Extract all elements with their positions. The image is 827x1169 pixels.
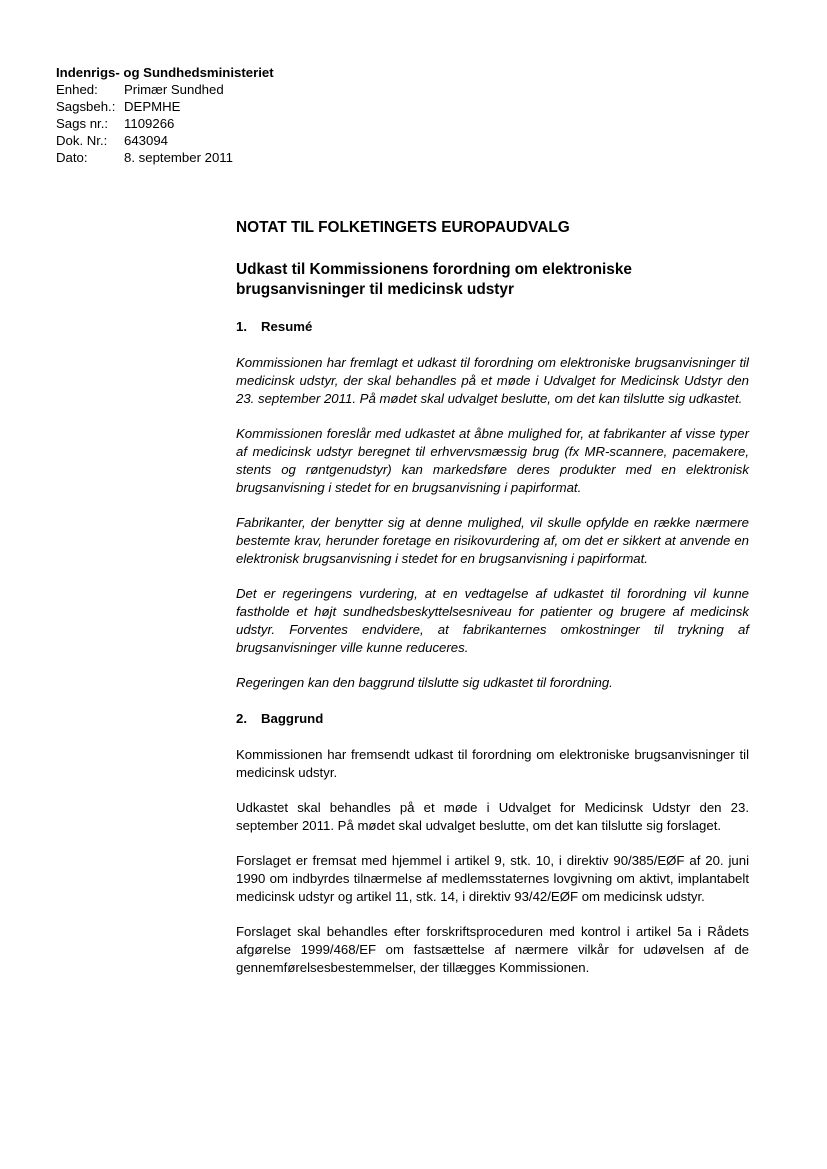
meta-value: DEPMHE xyxy=(124,99,181,114)
document-title: NOTAT TIL FOLKETINGETS EUROPAUDVALG xyxy=(236,219,570,236)
section-title: Baggrund xyxy=(261,711,324,726)
meta-row-document-number xyxy=(56,132,274,149)
meta-row-unit xyxy=(56,81,274,98)
ministry-name: Indenrigs- og Sundhedsministeriet xyxy=(56,65,274,80)
section-title: Resumé xyxy=(261,319,313,334)
meta-label: Sags nr.: xyxy=(56,116,109,131)
meta-row-case-number xyxy=(56,115,274,132)
meta-value: 8. september 2011 xyxy=(124,150,233,165)
meta-label: Dok. Nr.: xyxy=(56,133,108,148)
section-number: 1. xyxy=(236,319,247,334)
meta-label: Dato: xyxy=(56,150,88,165)
meta-row-case-handler xyxy=(56,98,274,115)
paragraph: Forslaget er fremsat med hjemmel i artikel 9, stk. 10, i direktiv 90/385/EØF af 20. juni 1990 om indbyrdes tilnærmelse af medlemsstaternes lovgivning om aktivt, implantabelt medicinsk udstyr og artikel 11, stk. 14, i direktiv 93/42/EØF om medicinsk udstyr. xyxy=(236,853,749,904)
paragraph: Regeringen kan den baggrund tilslutte sig udkastet til forordning. xyxy=(236,675,613,690)
meta-label: Enhed: xyxy=(56,82,98,97)
section-number: 2. xyxy=(236,711,247,726)
paragraph: Kommissionen har fremsendt udkast til forordning om elektroniske brugsanvisninger til medicinsk udstyr. xyxy=(236,747,749,780)
paragraph: Kommissionen har fremlagt et udkast til forordning om elektroniske brugsanvisninger til medicinsk udstyr, der skal behandles på et møde i Udvalget for Medicinsk Udstyr den 23. september 2011. På mødet skal udvalget beslutte, om det kan tilslutte sig udkastet. xyxy=(236,355,749,406)
meta-label: Sagsbeh.: xyxy=(56,99,116,114)
paragraph: Udkastet skal behandles på et møde i Udvalget for Medicinsk Udstyr den 23. september 2011. På mødet skal udvalget beslutte, om det kan tilslutte sig forslaget. xyxy=(236,800,749,833)
paragraph: Det er regeringens vurdering, at en vedtagelse af udkastet til forordning vil kunne fastholde et højt sundhedsbeskyttelsesniveau for patienter og brugere af medicinsk udstyr. Forventes endvidere, at fabrikanternes omkostninger til trykning af brugsanvisninger ville kunne reduceres. xyxy=(236,586,749,655)
document-subtitle: Udkast til Kommissionens forordning om elektroniske brugsanvisninger til medicinsk udstyr xyxy=(236,261,632,298)
paragraph: Fabrikanter, der benytter sig at denne mulighed, vil skulle opfylde en række nærmere bestemte krav, herunder foretage en risikovurdering af, om det er sikkert at anvende en elektronisk brugsanvisning i stedet for en brugsanvisning i papirformat. xyxy=(236,515,749,566)
section-heading-resume xyxy=(236,318,749,336)
section-heading-background xyxy=(236,710,749,728)
document-header xyxy=(56,64,274,166)
meta-value: 643094 xyxy=(124,133,169,148)
document-body xyxy=(236,218,749,977)
paragraph: Forslaget skal behandles efter forskriftsproceduren med kontrol i artikel 5a i Rådets afgørelse 1999/468/EF om fastsættelse af nærmere vilkår for udøvelsen af de gennemførelsesbestemmelser, der tillægges Kommissionen. xyxy=(236,924,749,975)
paragraph: Kommissionen foreslår med udkastet at åbne mulighed for, at fabrikanter af visse typer af medicinsk udstyr beregnet til erhvervsmæssig brug (fx MR-scannere, pacemakere, stents og røntgenudstyr) kan markedsføre deres produkter med en elektronisk brugsanvisning i stedet for en brugsanvisning i papirformat. xyxy=(236,426,749,495)
meta-row-date xyxy=(56,149,274,166)
meta-value: 1109266 xyxy=(124,116,175,131)
meta-value: Primær Sundhed xyxy=(124,82,224,97)
